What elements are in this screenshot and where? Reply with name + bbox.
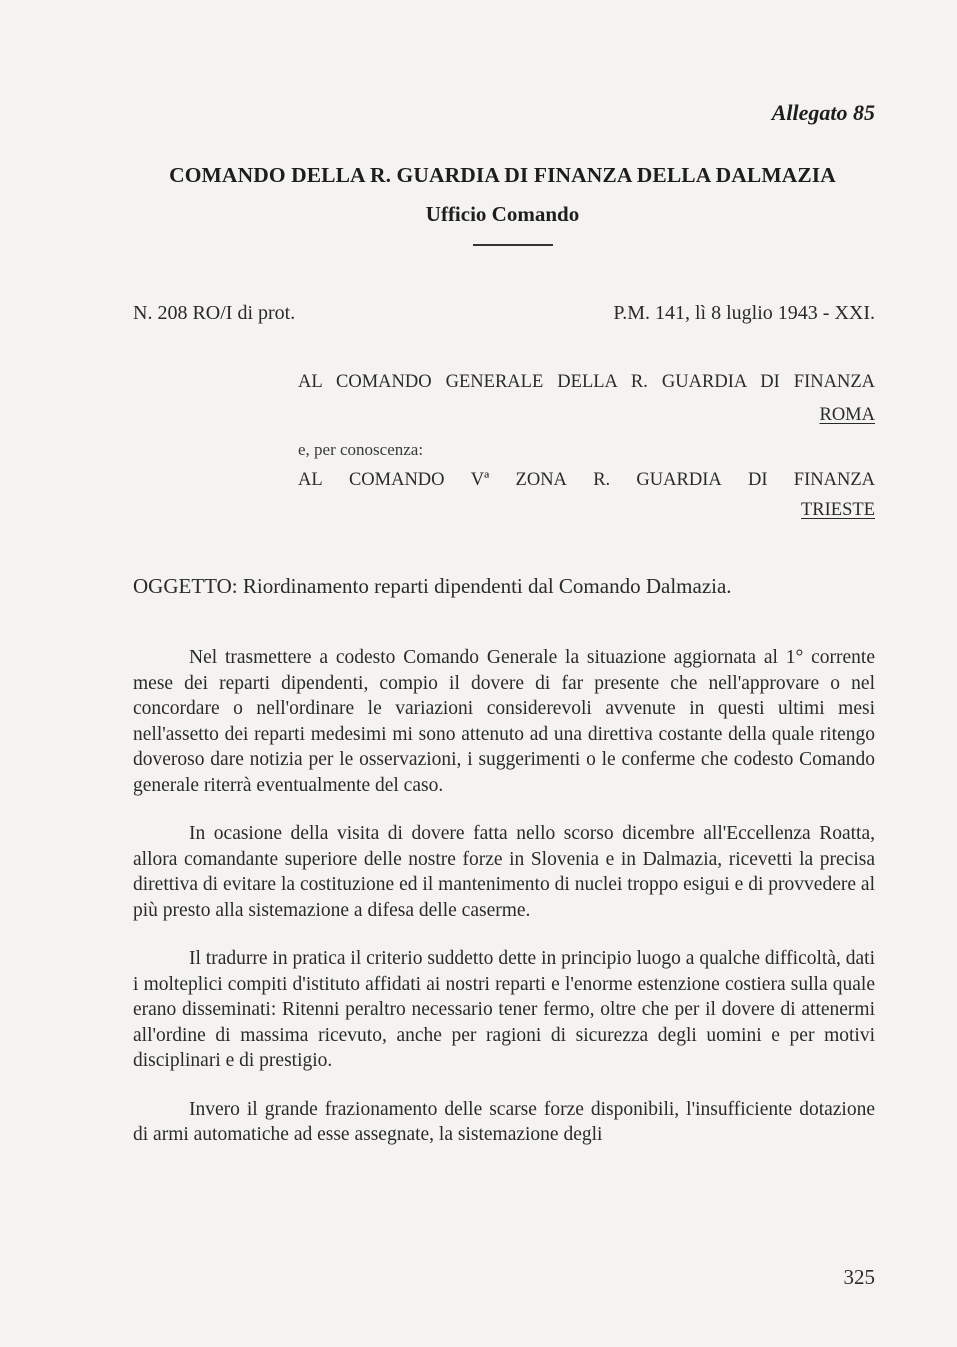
cc-word: COMANDO [348,470,445,490]
recipient-address: AL COMANDO GENERALE DELLA R. GUARDIA DI FINANZA [298,372,875,392]
body-paragraph: Nel trasmettere a codesto Comando Generale la situazione aggiornata al 1° corrente mese dei reparti dipendenti, compio il dovere di far presente che nell'approvare o nel concordare o nell'ordinare le variazioni considerevoli avvenute in questi ultimi mesi nell'assetto dei reparti medesimi mi sono attenuto ad una direttiva costante della quale ritengo doveroso dare notizia per le osservazioni, i suggerimenti o le conferme che codesto Comando generale riterrà eventualmente del caso. [133,647,875,796]
annex-label: Allegato 85 [771,100,875,125]
place-date: P.M. 141, lì 8 luglio 1943 - XXI. [613,302,875,324]
cc-word: GUARDIA [636,470,722,490]
body-paragraph: Il tradurre in pratica il criterio suddetto dette in principio luogo a qualche difficoltà, dati i molteplici compiti d'istituto affidati ai nostri reparti e l'enorme estenzione costiera sulla quale erano disseminati: Ritenni peraltro necessario tener fermo, oltre che per il dovere di attenermi all'ordine di massima ricevuto, anche per ragioni di sicurezza degli uomini e per motivi disciplinari e di prestigio. [133,948,875,1071]
body-paragraph: In ocasione della visita di dovere fatta nello scorso dicembre all'Eccellenza Roatta, allora comandante superiore delle nostre forze in Slovenia e in Dalmazia, ricevetti la precisa direttiva di evitare la costituzione ed il mantenimento di nuclei troppo esigui e di provvedere al più presto alla sistemazione a difesa delle caserme. [133,823,875,921]
cc-address [298,470,875,491]
page-number: 325 [843,1265,875,1289]
body-text [133,645,875,1171]
cc-word: DI [748,470,768,490]
cc-word: AL [298,470,323,490]
cc-word: R. [593,470,611,490]
subject-line: OGGETTO: Riordinamento reparti dipendenti dal Comando Dalmazia. [133,574,732,598]
cc-city: TRIESTE [801,500,875,520]
body-paragraph: Invero il grande frazionamento delle scarse forze disponibili, l'insufficiente dotazione di armi automatiche ad esse assegnate, la sistemazione degli [133,1098,875,1145]
cc-word: ZONA [515,470,567,490]
recipient-city: ROMA [819,405,875,425]
heading-divider [473,244,553,246]
command-heading: COMANDO DELLA R. GUARDIA DI FINANZA DELLA DALMAZIA [169,163,836,187]
cc-label: e, per conoscenza: [298,440,424,459]
office-subheading: Ufficio Comando [425,202,580,226]
cc-word: Vª [470,470,490,490]
cc-word: FINANZA [793,470,875,490]
protocol-number: N. 208 RO/I di prot. [133,302,296,324]
